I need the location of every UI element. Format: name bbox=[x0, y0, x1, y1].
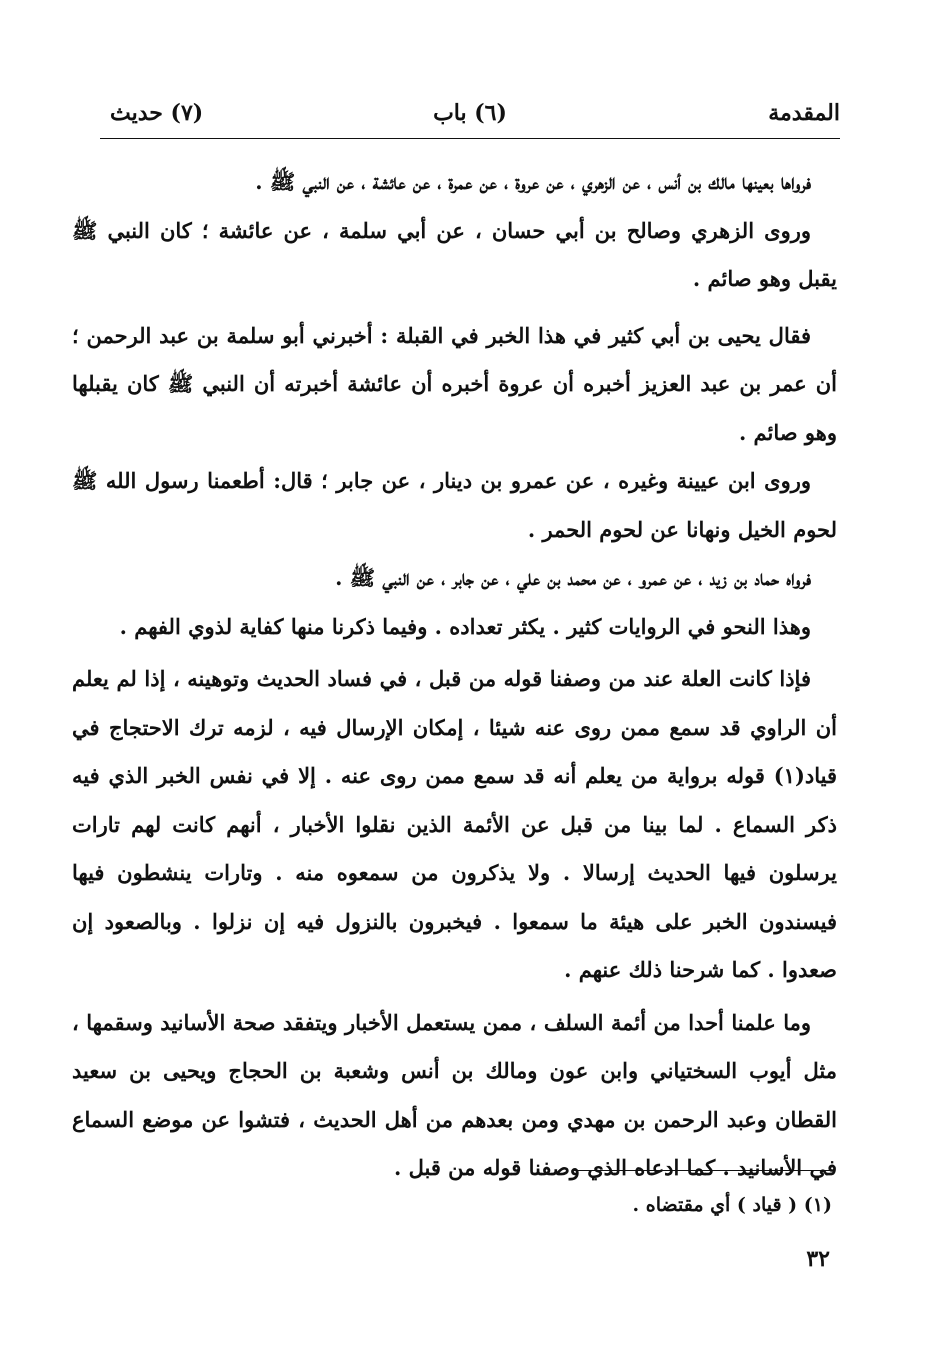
main-text bbox=[72, 158, 837, 1180]
paragraph: وروى ابن عيينة وغيره ، عن عمرو بن دينار ، عن جابر ؛ قال: أطعمنا رسول الله ﷺ لحوم الخيل ونهانا عن لحوم الحمر . bbox=[72, 468, 837, 542]
running-header bbox=[100, 100, 840, 139]
header-hadith-number: (٧) حديث bbox=[110, 100, 204, 126]
header-chapter-number: (٦) باب bbox=[433, 100, 507, 126]
paragraph: فرواه حماد بن زيد ، عن عمرو ، عن محمد بن علي ، عن جابر ، عن النبي ﷺ . bbox=[335, 565, 811, 590]
page-number: ٣٢ bbox=[806, 1246, 830, 1272]
footnote-separator bbox=[572, 1170, 834, 1171]
paragraph: فقال يحيى بن أبي كثير في هذا الخبر في القبلة : أخبرني أبو سلمة بن عبد الرحمن ؛ أن عمر بن عبد العزيز أخبره أن عروة أخبره أن عائشة أخبرته أن النبي ﷺ كان يقبلها وهو صائم . bbox=[72, 322, 837, 445]
paragraph: وما علمنا أحدا من أئمة السلف ، ممن يستعمل الأخبار ويتفقد صحة الأسانيد وسقمها ، مثل أيوب السختياني وابن عون ومالك بن أنس وشعبة بن الحجاج ويحيى بن سعيد القطان وعبد الرحمن بن مهدي ومن بعدهم من أهل الحديث ، فتشوا عن موضع السماع في الأسانيد . كما ادعاه الذي وصفنا قوله من قبل . bbox=[72, 1009, 837, 1180]
paragraph: فرواها بعينها مالك بن أنس ، عن الزهري ، عن عروة ، عن عمرة ، عن عائشة ، عن النبي ﷺ . bbox=[255, 169, 811, 194]
footnote: (١) ( قياد ) أي مقتضاه . bbox=[632, 1194, 832, 1216]
paragraph: وهذا النحو في الروايات كثير . يكثر تعداده . وفيما ذكرنا منها كفاية لذوي الفهم . bbox=[119, 613, 811, 639]
header-section-title: المقدمة bbox=[768, 100, 840, 126]
paragraph: فإذا كانت العلة عند من وصفنا قوله من قبل ، في فساد الحديث وتوهينه ، إذا لم يعلم أن الراوي قد سمع ممن روى عنه شيئا ، إمكان الإرسال فيه ، لزمه ترك الاحتجاج في قياد(١) قوله برواية من يعلم أنه قد سمع ممن روى عنه . إلا في نفس الخبر الذي فيه ذكر السماع . لما بينا من قبل عن الأئمة الذين نقلوا الأخبار ، أنهم كانت لهم تارات يرسلون فيها الحديث إرسالا . ولا يذكرون من سمعوه منه . وتارات ينشطون فيها فيسندون الخبر على هيئة ما سمعوا . فيخبرون بالنزول فيه إن نزلوا . وبالصعود إن صعدوا . كما شرحنا ذلك عنهم . bbox=[72, 666, 837, 982]
paragraph: وروى الزهري وصالح بن أبي حسان ، عن أبي سلمة ، عن عائشة ؛ كان النبي ﷺ يقبل وهو صائم . bbox=[72, 217, 837, 291]
